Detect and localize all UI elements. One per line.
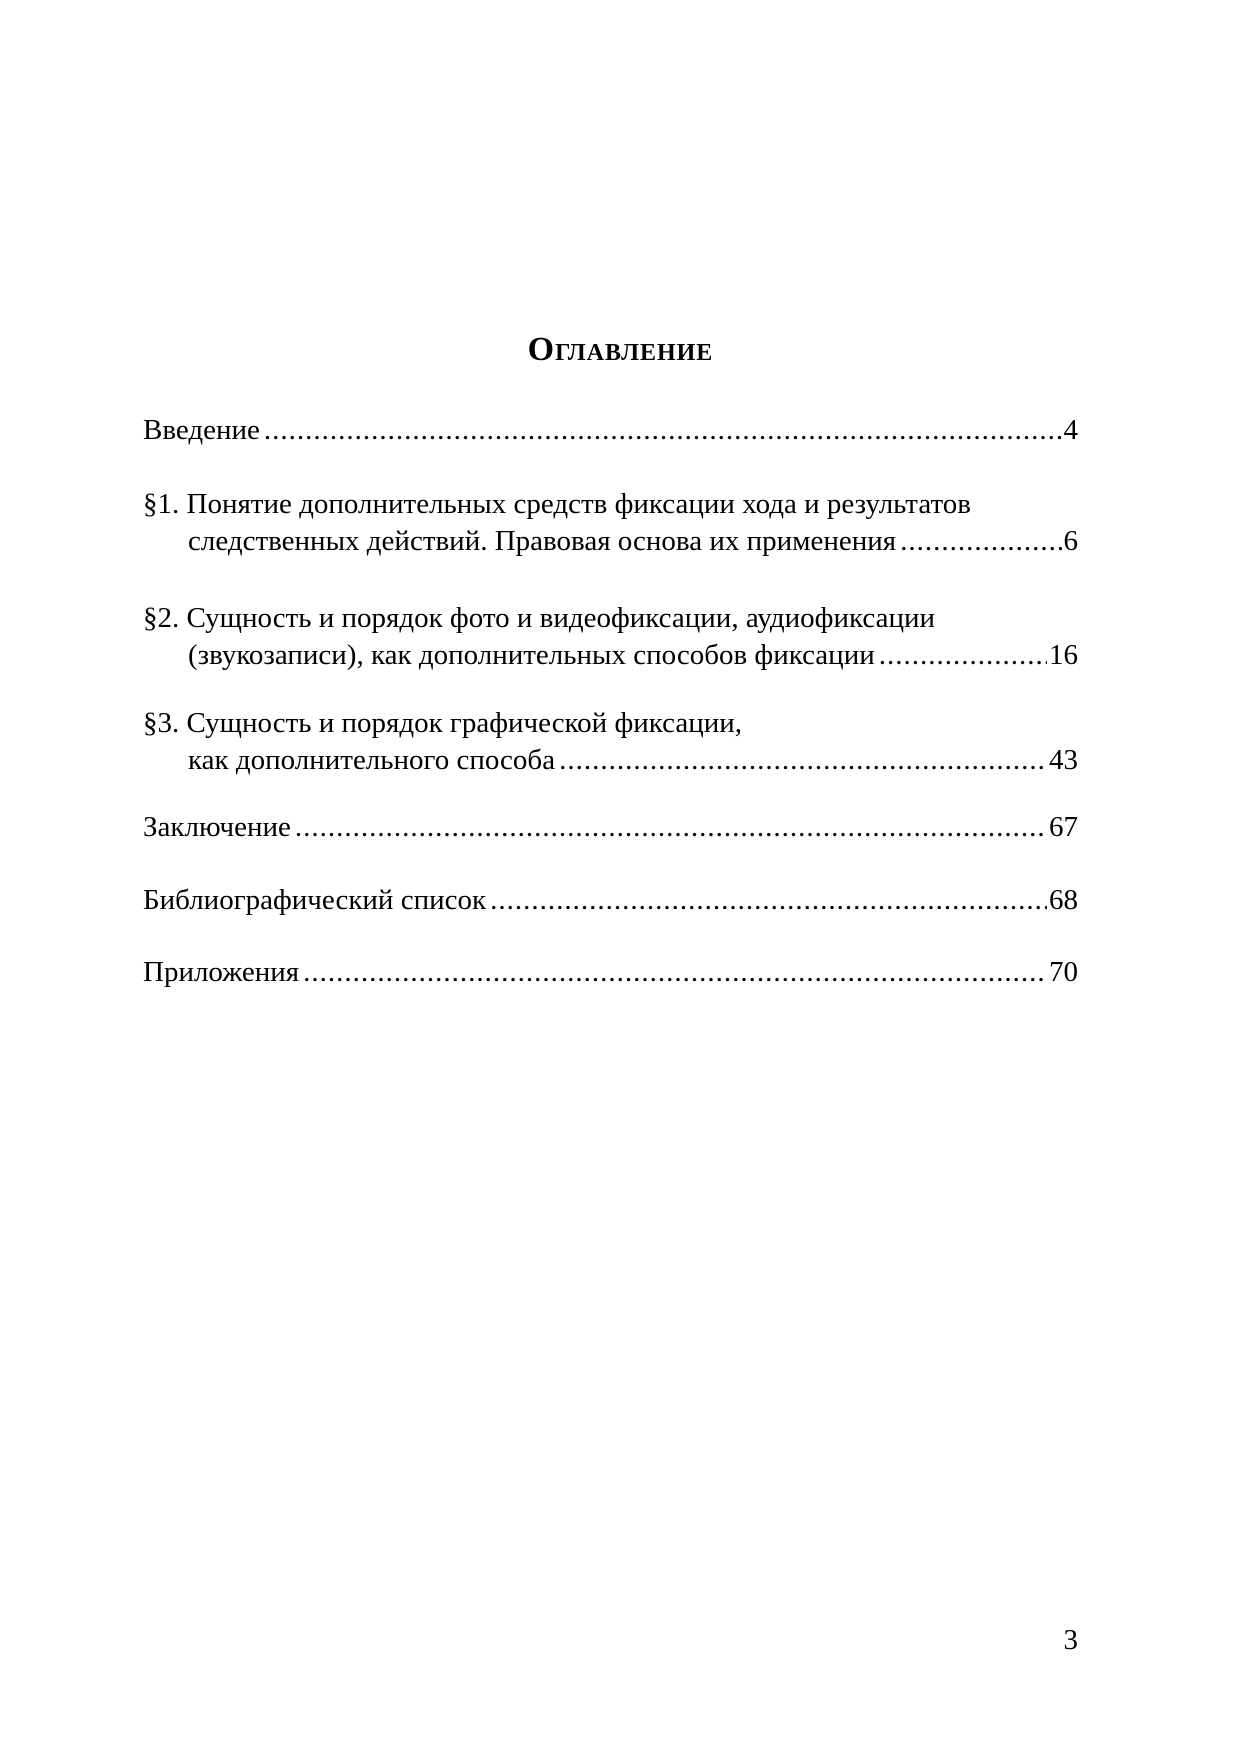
- toc-entry-label: Заключение: [143, 811, 291, 843]
- dot-leader: [900, 523, 1061, 560]
- toc-entry-section-3[interactable]: [143, 705, 1078, 779]
- toc-page-number: 70: [1049, 956, 1078, 988]
- toc-entry-label: Введение: [143, 414, 260, 446]
- toc-page-number: 43: [1049, 744, 1078, 776]
- dot-leader: [559, 742, 1047, 779]
- toc-entry-label-continuation: (звукозаписи), как дополнительных способов фиксации: [188, 639, 875, 671]
- dot-leader: [264, 412, 1062, 449]
- toc-page-number: 67: [1049, 811, 1078, 843]
- dot-leader: [303, 954, 1047, 991]
- dot-leader: [879, 637, 1047, 674]
- toc-page-number: 16: [1049, 639, 1078, 671]
- toc-entry-introduction[interactable]: [143, 412, 1078, 449]
- toc-title: Оглавление: [527, 331, 714, 368]
- toc-entry-appendices[interactable]: [143, 954, 1078, 991]
- toc-entry-bibliography[interactable]: [143, 882, 1078, 919]
- dot-leader: [490, 882, 1047, 919]
- toc-entry-label: §1. Понятие дополнительных средств фиксации хода и результатов: [143, 488, 971, 520]
- toc-page-number: 68: [1049, 884, 1078, 916]
- toc-entry-label: Приложения: [143, 956, 300, 988]
- toc-entry-label: §3. Сущность и порядок графической фиксации,: [143, 707, 743, 739]
- toc-entry-section-1[interactable]: [143, 486, 1078, 560]
- toc-page-number: 4: [1063, 414, 1078, 446]
- toc-entry-label-continuation: следственных действий. Правовая основа их применения: [188, 525, 897, 557]
- toc-entry-conclusion[interactable]: [143, 809, 1078, 846]
- dot-leader: [295, 809, 1047, 846]
- toc-entry-label: Библиографический список: [143, 884, 487, 916]
- toc-entry-section-2[interactable]: [143, 600, 1078, 674]
- toc-entry-label-continuation: как дополнительного способа: [188, 744, 556, 776]
- toc-page-number: 6: [1063, 525, 1078, 557]
- page-number: 3: [1063, 1624, 1078, 1656]
- toc-entry-label: §2. Сущность и порядок фото и видеофиксации, аудиофиксации: [143, 602, 936, 634]
